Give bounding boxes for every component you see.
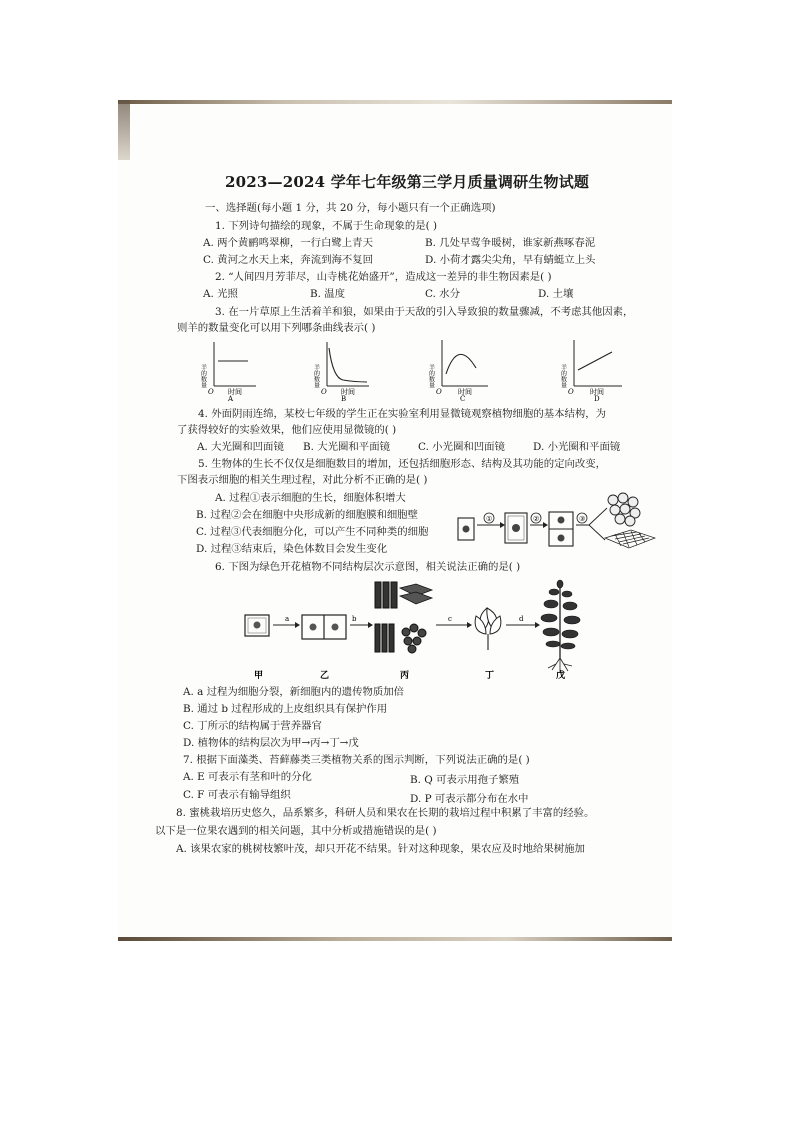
q6-arrow-d: d: [519, 615, 524, 623]
q8-option-a: A. 该果农家的桃树枝繁叶茂，却只开花不结果。针对这种现象，果农应及时地给果树施加: [176, 843, 585, 855]
q3-b-origin: O: [321, 388, 327, 396]
q5-stem-line1: 5. 生物体的生长不仅仅是细胞数目的增加，还包括细胞形态、结构及其功能的定向改变，: [198, 458, 607, 470]
q6-arrow-b: b: [352, 615, 357, 623]
q4-option-a: A. 大光圈和凹面镜: [197, 441, 284, 453]
q3-a-letter: A: [228, 395, 234, 402]
q3-curve-rise-fall: [446, 354, 476, 374]
paper-bottom-edge: [118, 937, 672, 941]
q5-step2-label: ②: [533, 515, 540, 523]
q6-option-b: B. 通过 b 过程形成的上皮组织具有保护作用: [183, 703, 388, 715]
exam-title: 2023—2024 学年七年级第三学月质量调研生物试题: [225, 173, 590, 191]
q5-option-a: A. 过程①表示细胞的生长，细胞体积增大: [215, 492, 406, 504]
q1-option-c: C. 黄河之水天上来，奔流到海不复回: [203, 254, 374, 266]
q4-option-c: C. 小光圈和凹面镜: [418, 441, 505, 453]
q8-stem-line1: 8. 蜜桃栽培历史悠久，品系繁多，科研人员和果农在长期的栽培过程中积累了丰富的经验。: [176, 807, 595, 819]
q5-stem-line2: 下图表示细胞的相关生理过程，对此分析不正确的是( ): [177, 474, 428, 486]
q6-label-bing: 丙: [400, 671, 410, 681]
q6-label-jia: 甲: [254, 671, 264, 681]
q5-option-c: C. 过程③代表细胞分化，可以产生不同种类的细胞: [196, 526, 429, 538]
q4-stem-line1: 4. 外面阴雨连绵，某校七年级的学生正在实验室利用显微镜观察植物细胞的基本结构，为: [198, 408, 607, 420]
q1-option-a: A. 两个黄鹂鸣翠柳，一行白鹭上青天: [203, 237, 373, 249]
q8-stem-line2: 以下是一位果农遇到的相关问题，其中分析或措施错误的是( ): [155, 825, 437, 837]
q3-c-xlabel: 时间: [458, 388, 472, 396]
q6-arrow-a: a: [285, 615, 290, 623]
q1-stem: 1. 下列诗句描绘的现象，不属于生命现象的是( ): [215, 220, 438, 232]
q6-label-ding: 丁: [485, 671, 495, 681]
q7-option-b: B. Q 可表示用孢子繁殖: [410, 774, 520, 786]
q1-option-b: B. 几处早莺争暖树，谁家新燕啄春泥: [425, 237, 596, 249]
q2-option-b: B. 温度: [310, 288, 346, 300]
q7-stem: 7. 根据下面藻类、苔藓藤类三类植物关系的图示判断，下列说法正确的是( ): [183, 754, 530, 766]
q3-graph-b: [313, 340, 373, 402]
q7-option-a: A. E 可表示有茎和叶的分化: [183, 771, 312, 783]
q3-a-xlabel: 时间: [228, 388, 242, 396]
paper-top-edge: [118, 100, 672, 104]
q7-option-d: D. P 可表示都分布在水中: [410, 793, 529, 805]
paper-left-shadow: [118, 100, 130, 160]
q4-option-d: D. 小光圈和平面镜: [533, 441, 621, 453]
q3-stem-line1: 3. 在一片草原上生活着羊和狼，如果由于天敌的引入导致狼的数量骤减，不考虑其他因素，: [215, 306, 634, 318]
q6-option-c: C. 丁所示的结构属于营养器官: [183, 720, 322, 732]
q3-a-ylabel: 羊的数量: [200, 364, 207, 388]
q3-d-ylabel: 羊的数量: [560, 364, 567, 388]
q3-graph-c: [428, 338, 492, 402]
q6-option-d: D. 植物体的结构层次为甲→丙→丁→戊: [183, 737, 359, 749]
q2-option-d: D. 土壤: [538, 288, 574, 300]
q2-option-c: C. 水分: [425, 288, 460, 300]
q6-arrow-c: c: [448, 615, 452, 623]
q3-d-xlabel: 时间: [590, 388, 604, 396]
q5-step3-label: ③: [579, 515, 586, 523]
q3-b-ylabel: 羊的数量: [313, 364, 320, 388]
q3-c-ylabel: 羊的数量: [428, 364, 435, 388]
q4-option-b: B. 大光圈和平面镜: [303, 441, 390, 453]
q5-step1-label: ①: [486, 515, 493, 523]
q6-label-yi: 乙: [320, 671, 330, 681]
q3-curve-increasing: [578, 352, 612, 370]
q6-stem: 6. 下图为绿色开花植物不同结构层次示意图，相关说法正确的是( ): [215, 561, 521, 573]
q3-stem-line2: 则羊的数量变化可以用下列哪条曲线表示( ): [177, 322, 376, 334]
q2-option-a: A. 光照: [203, 288, 238, 300]
q3-b-xlabel: 时间: [341, 388, 355, 396]
q3-c-origin: O: [436, 388, 442, 396]
q6-structure-levels-figure: [240, 578, 585, 687]
q5-option-d: D. 过程③结束后，染色体数目会发生变化: [196, 543, 388, 555]
q3-graph-a: [200, 340, 260, 402]
q6-option-a: A. a 过程为细胞分裂，新细胞内的遗传物质加倍: [183, 686, 405, 698]
q3-d-origin: O: [568, 388, 574, 396]
q3-a-origin: O: [208, 388, 214, 396]
q6-label-wu: 戊: [556, 671, 566, 681]
q3-b-letter: B: [341, 395, 347, 402]
q5-cell-process-figure: [455, 488, 660, 562]
q3-curve-decreasing: [329, 348, 367, 382]
q2-stem: 2. “人间四月芳菲尽，山寺桃花始盛开”，造成这一差异的非生物因素是( ): [215, 271, 552, 283]
q7-option-c: C. F 可表示有输导组织: [183, 789, 291, 801]
q1-option-d: D. 小荷才露尖尖角，早有蜻蜓立上头: [425, 254, 596, 266]
q3-graph-d: [560, 338, 626, 402]
section-heading: 一、选择题(每小题 1 分，共 20 分，每小题只有一个正确选项): [205, 202, 496, 214]
q5-option-b: B. 过程②会在细胞中央形成新的细胞膜和细胞壁: [196, 509, 419, 521]
q3-d-letter: D: [594, 395, 600, 402]
q3-c-letter: C: [460, 395, 466, 402]
q4-stem-line2: 了获得较好的实验效果，他们应使用显微镜的( ): [177, 424, 397, 436]
